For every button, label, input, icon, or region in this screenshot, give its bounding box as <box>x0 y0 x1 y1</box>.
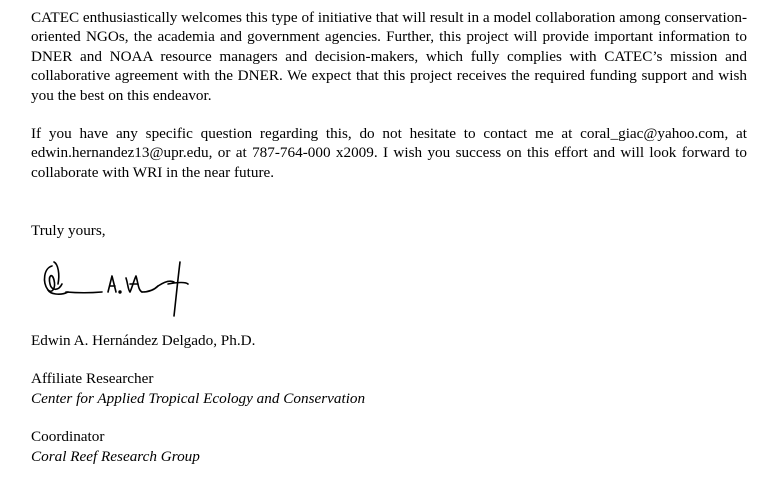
block-gap <box>31 408 365 427</box>
paragraph-gap <box>31 182 747 201</box>
role-organization-catec: Center for Applied Tropical Ecology and Conservation <box>31 389 366 407</box>
role-title-affiliate: Affiliate Researcher <box>31 370 154 388</box>
closing-salutation: Truly yours, <box>31 222 106 240</box>
letter-body <box>31 8 747 241</box>
role-title-coordinator: Coordinator <box>31 428 105 446</box>
signature-block <box>31 331 365 466</box>
role-organization-coral-reef: Coral Reef Research Group <box>31 447 200 465</box>
paragraph-support: CATEC enthusiastically welcomes this type of initiative that will result in a model collaboration among conservation-oriented NGOs, the academia and government agencies. Further, this project will provide important information to DNER and NOAA resource managers and decision-makers, which fully complies with CATEC’s mission and collaborative agreement with the DNER. We expect that this project receives the required funding support and wish you the best on this endeavor. <box>31 9 747 104</box>
signatory-name: Edwin A. Hernández Delgado, Ph.D. <box>31 332 256 349</box>
signature-image <box>38 254 198 320</box>
block-gap <box>31 350 365 369</box>
paragraph-gap <box>31 105 747 124</box>
handwritten-signature <box>38 254 198 320</box>
paragraph-contact: If you have any specific question regarding this, do not hesitate to contact me at coral_giac@yahoo.com, at edwin.hernandez13@upr.edu, or at 787-764-000 x2009. I wish you success on this effort and will look forward to collaborate with WRI in the near future. <box>31 125 747 181</box>
